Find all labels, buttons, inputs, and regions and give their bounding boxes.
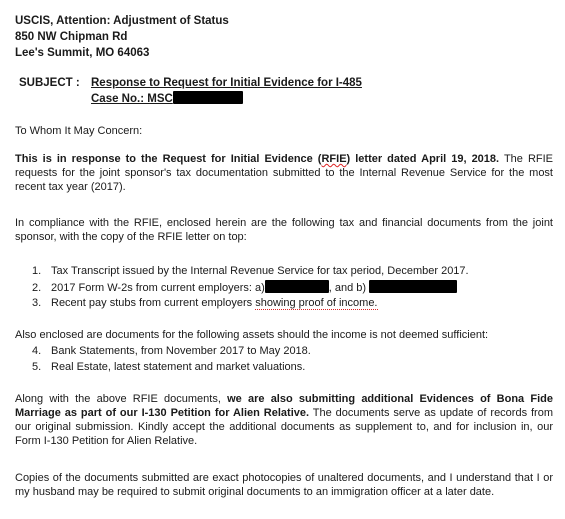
intro-bold-b: ) letter dated April 19, 2018. bbox=[346, 153, 500, 165]
list-text: Recent pay stubs from current employers bbox=[51, 297, 256, 309]
paragraph-rfie-intro bbox=[15, 152, 553, 194]
recipient-line-1: USCIS, Attention: Adjustment of Status bbox=[15, 15, 229, 27]
list-item bbox=[32, 360, 305, 374]
list-text: showing proof of income. bbox=[255, 297, 378, 309]
list-item bbox=[32, 296, 378, 310]
bona-fide-a: Along with the above RFIE documents, bbox=[15, 393, 228, 405]
paragraph-assets: Also enclosed are documents for the following assets should the income is not deemed sufficient: bbox=[15, 329, 489, 341]
paragraph-copies: Copies of the documents submitted are exact photocopies of unaltered documents, and I understand that I or my husband may be required to submit original documents to an immigration officer at a later date. bbox=[15, 472, 553, 498]
case-number-prefix: Case No.: MSC bbox=[91, 93, 173, 105]
redaction-box bbox=[369, 280, 457, 293]
recipient-line-3: Lee's Summit, MO 64063 bbox=[15, 47, 150, 59]
list-number: 2. bbox=[32, 282, 42, 294]
list-item bbox=[32, 280, 457, 295]
bona-fide-bold: we are also submitting additional Evidences of Bona Fide Marriage as part of our I-130 Petition for Alien Relative. bbox=[15, 393, 553, 419]
paragraph-bona-fide bbox=[15, 392, 553, 448]
redaction-box bbox=[173, 91, 243, 104]
paragraph-compliance: In compliance with the RFIE, enclosed herein are the following tax and financial documents from the joint sponsor, with the copy of the RFIE letter on top: bbox=[15, 217, 553, 243]
subject-title: Response to Request for Initial Evidence for I-485 bbox=[91, 77, 362, 89]
redaction-box bbox=[265, 280, 329, 293]
case-number-line bbox=[91, 91, 362, 107]
list-text: Bank Statements, from November 2017 to May 2018. bbox=[51, 345, 311, 357]
list-number: 5. bbox=[32, 361, 42, 373]
list-item bbox=[32, 264, 469, 278]
list-text: Tax Transcript issued by the Internal Revenue Service for tax period, December 2017. bbox=[51, 265, 469, 277]
intro-bold-rfie: RFIE bbox=[321, 153, 347, 165]
intro-bold-a: This is in response to the Request for Initial Evidence ( bbox=[15, 153, 322, 165]
list-text: Real Estate, latest statement and market valuations. bbox=[51, 361, 306, 373]
list-text: , and b) bbox=[328, 282, 367, 294]
intro-rest: The RFIE requests for the joint sponsor's tax documentation submitted to the Internal Revenue Service for the most recent tax year (2017). bbox=[15, 153, 553, 193]
list-number: 3. bbox=[32, 297, 42, 309]
subject-block bbox=[91, 75, 362, 107]
list-number: 4. bbox=[32, 345, 42, 357]
list-item bbox=[32, 344, 311, 358]
list-number: 1. bbox=[32, 265, 42, 277]
salutation: To Whom It May Concern: bbox=[15, 125, 143, 137]
bona-fide-b: The documents serve as update of records from our original submission. Kindly accept the additional documents as supplement to, and for inclusion in, our Form I-130 Petition for Alien Relative. bbox=[15, 407, 554, 447]
list-text: 2017 Form W-2s from current employers: a) bbox=[51, 282, 265, 294]
recipient-line-2: 850 NW Chipman Rd bbox=[15, 31, 128, 43]
subject-label: SUBJECT : bbox=[19, 77, 80, 89]
